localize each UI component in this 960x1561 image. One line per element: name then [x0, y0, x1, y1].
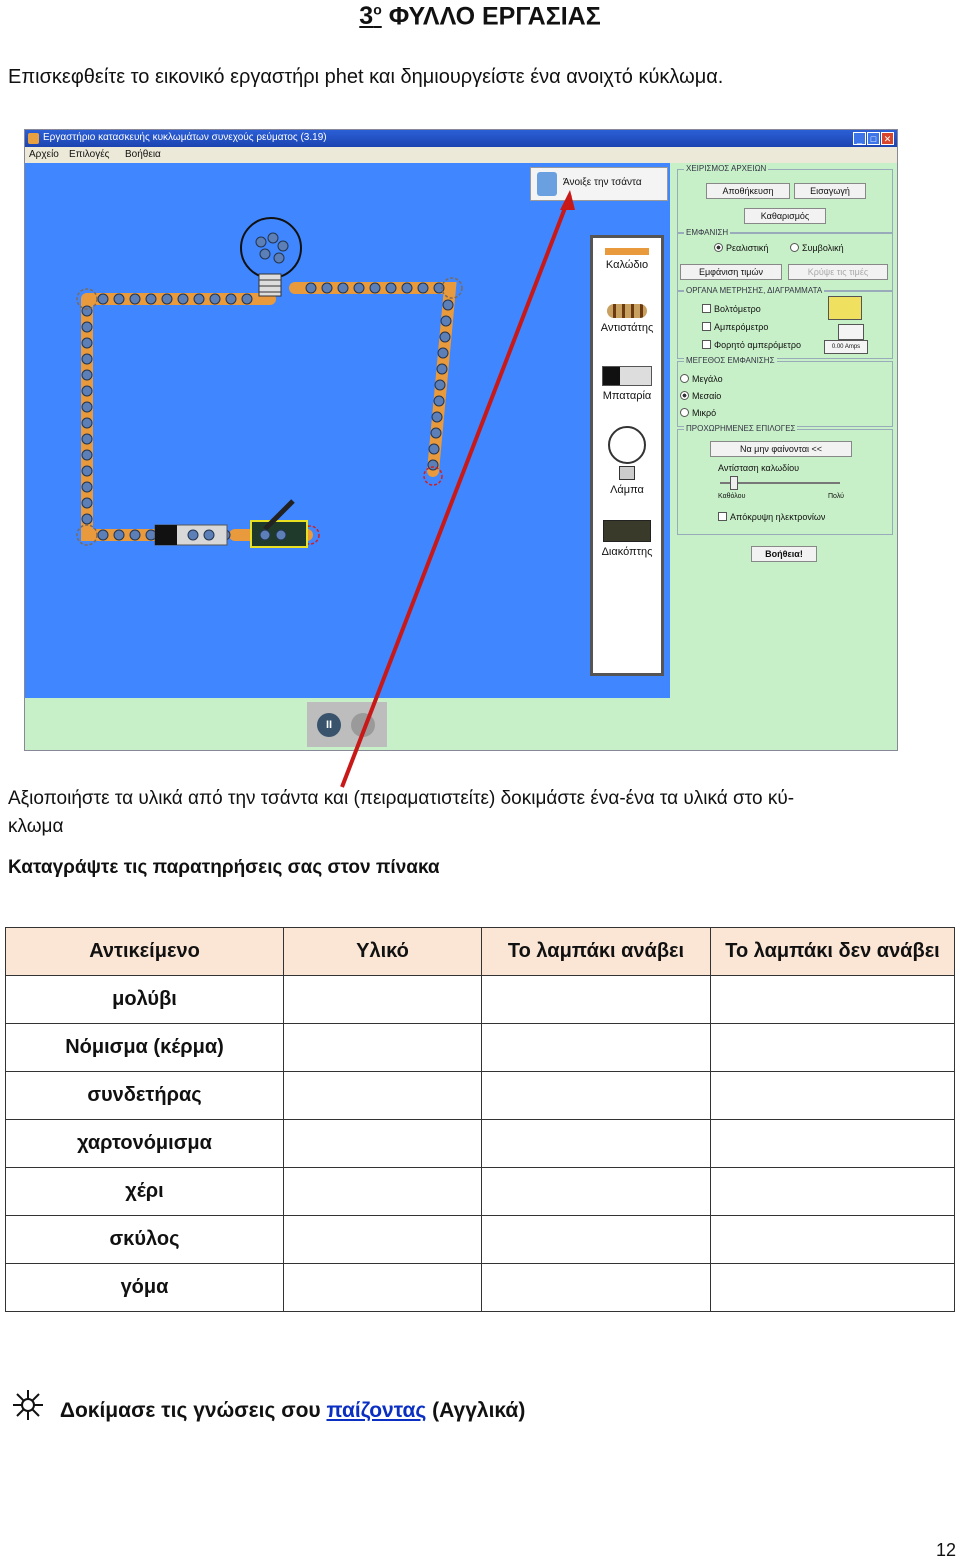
- toolbox-resistor[interactable]: [593, 304, 661, 334]
- hide-electrons-label: Απόκρυψη ηλεκτρονίων: [730, 512, 826, 522]
- size-medium-label: Μεσαίο: [692, 391, 722, 401]
- material-cell[interactable]: [284, 1168, 482, 1216]
- group-view: [677, 228, 893, 291]
- not-lights-cell[interactable]: [711, 976, 955, 1024]
- hide-electrons-checkbox[interactable]: [718, 512, 727, 521]
- menu-bar: [25, 147, 897, 163]
- import-button[interactable]: Εισαγωγή: [794, 183, 866, 199]
- table-row: [6, 1072, 955, 1120]
- realistic-option[interactable]: [714, 243, 768, 253]
- lamp-base-icon: [619, 466, 635, 480]
- tools-header: ΟΡΓΑΝΑ ΜΕΤΡΗΣΗΣ, ΔΙΑΓΡΑΜΜΑΤΑ: [686, 286, 823, 295]
- size-large[interactable]: [680, 374, 723, 384]
- voltmeter-checkbox[interactable]: [702, 304, 711, 313]
- circuit-drawing: [25, 163, 670, 698]
- simulator-screenshot: [24, 129, 898, 751]
- close-icon[interactable]: ✕: [881, 132, 894, 145]
- size-medium-radio[interactable]: [680, 391, 689, 400]
- files-header: ΧΕΙΡΙΣΜΟΣ ΑΡΧΕΙΩΝ: [686, 164, 767, 173]
- toolbox-battery-label: Μπαταρία: [602, 390, 652, 402]
- lights-cell[interactable]: [482, 1120, 711, 1168]
- lights-cell[interactable]: [482, 1264, 711, 1312]
- toolbox-battery[interactable]: [593, 366, 661, 402]
- size-header: ΜΕΓΕΘΟΣ ΕΜΦΑΝΙΣΗΣ: [686, 356, 775, 365]
- lights-cell[interactable]: [482, 1024, 711, 1072]
- portable-ammeter-option[interactable]: [702, 340, 801, 350]
- header-object: Αντικείμενο: [6, 928, 284, 976]
- component-toolbox: [590, 235, 664, 676]
- voltmeter-label: Βολτόμετρο: [714, 304, 761, 314]
- bag-icon: [537, 172, 557, 196]
- table-row: [6, 1120, 955, 1168]
- title-superscript: ο: [373, 2, 382, 18]
- not-lights-cell[interactable]: [711, 1168, 955, 1216]
- not-lights-cell[interactable]: [711, 1120, 955, 1168]
- not-lights-cell[interactable]: [711, 1264, 955, 1312]
- battery: [155, 525, 227, 545]
- not-lights-cell[interactable]: [711, 1024, 955, 1072]
- page-title: [0, 2, 960, 31]
- lights-cell[interactable]: [482, 1216, 711, 1264]
- ammeter-label: Αμπερόμετρο: [714, 322, 769, 332]
- not-lights-cell[interactable]: [711, 1216, 955, 1264]
- table-row: [6, 976, 955, 1024]
- symbolic-label: Συμβολική: [802, 243, 844, 253]
- electrons-top-right: [306, 283, 444, 293]
- title-number: 3: [359, 2, 374, 31]
- size-small-radio[interactable]: [680, 408, 689, 417]
- clear-button[interactable]: Καθαρισμός: [744, 208, 826, 224]
- material-cell[interactable]: [284, 1264, 482, 1312]
- hide-electrons-option[interactable]: [718, 512, 825, 522]
- open-bag-label: Άνοιξε την τσάντα: [563, 177, 642, 188]
- slider-min-label: Καθόλου: [718, 493, 746, 500]
- hide-advanced-button[interactable]: Να μην φαίνονται <<: [710, 441, 852, 457]
- ammeter-icon: [838, 324, 864, 340]
- intro-text: Επισκεφθείτε το εικονικό εργαστήρι phet και δημιουργείστε ένα ανοιχτό κύκλωμα.: [8, 66, 724, 88]
- lights-cell[interactable]: [482, 976, 711, 1024]
- realistic-label: Ρεαλιστική: [726, 243, 769, 253]
- footer-prefix: Δοκίμασε τις γνώσεις σου: [59, 1399, 327, 1422]
- row-object: χαρτονόμισμα: [6, 1120, 284, 1168]
- toolbox-resistor-label: Αντιστάτης: [600, 322, 654, 334]
- instruction-line-2: κλωμα: [8, 816, 64, 837]
- playback-bar: [307, 702, 387, 747]
- table-row: [6, 1168, 955, 1216]
- menu-file[interactable]: Αρχείο: [29, 149, 59, 160]
- observation-table: [5, 927, 955, 1312]
- instruction-line-1: Αξιοποιήστε τα υλικά από την τσάντα και (πειραματιστείτε) δοκιμάστε ένα-ένα τα υλικά στο κύ-: [8, 788, 795, 809]
- header-lights: Το λαμπάκι ανάβει: [482, 928, 711, 976]
- open-bag-button[interactable]: [530, 167, 668, 201]
- window-title: Εργαστήριο κατασκευής κυκλωμάτων συνεχούς ρεύματος (3.19): [43, 132, 327, 143]
- table-header-row: [6, 928, 955, 976]
- save-button[interactable]: Αποθήκευση: [706, 183, 790, 199]
- table-row: [6, 1216, 955, 1264]
- size-large-label: Μεγάλο: [692, 374, 723, 384]
- minimize-icon[interactable]: _: [853, 132, 866, 145]
- menu-options[interactable]: Επιλογές: [69, 149, 110, 160]
- ammeter-readout: 0.00 Amps: [824, 340, 868, 354]
- size-small-label: Μικρό: [692, 408, 717, 418]
- advanced-header: ΠΡΟΧΩΡΗΜΕΝΕΣ ΕΠΙΛΟΓΕΣ: [686, 424, 796, 433]
- lights-cell[interactable]: [482, 1168, 711, 1216]
- footer-line: [12, 1389, 525, 1423]
- app-icon: [28, 133, 39, 144]
- wire-icon: [605, 248, 649, 255]
- play-link[interactable]: παίζοντας: [326, 1399, 427, 1422]
- slider-thumb[interactable]: [730, 476, 738, 490]
- row-object: Νόμισμα (κέρμα): [6, 1024, 284, 1072]
- step-icon[interactable]: [351, 713, 375, 737]
- material-cell[interactable]: [284, 1024, 482, 1072]
- voltmeter-option[interactable]: [702, 304, 761, 314]
- voltmeter-icon: [828, 296, 862, 320]
- footer-suffix: (Αγγλικά): [426, 1399, 526, 1422]
- wire-left-top: [87, 299, 155, 535]
- switch-icon: [603, 520, 651, 542]
- ammeter-option[interactable]: [702, 322, 768, 332]
- menu-help[interactable]: Βοήθεια: [125, 149, 161, 160]
- wire-resistance-label: Αντίσταση καλωδίου: [718, 463, 800, 473]
- toolbox-lamp-label: Λάμπα: [610, 484, 644, 496]
- not-lights-cell[interactable]: [711, 1072, 955, 1120]
- size-medium[interactable]: [680, 391, 721, 401]
- symbolic-radio[interactable]: [790, 243, 799, 252]
- toolbox-wire-label: Καλώδιο: [605, 259, 649, 271]
- header-material: Υλικό: [284, 928, 482, 976]
- symbolic-option[interactable]: [790, 243, 844, 253]
- ammeter-checkbox[interactable]: [702, 322, 711, 331]
- portable-ammeter-checkbox[interactable]: [702, 340, 711, 349]
- size-large-radio[interactable]: [680, 374, 689, 383]
- toolbox-switch[interactable]: [593, 520, 661, 558]
- wire-resistance-slider[interactable]: [720, 482, 840, 484]
- wire-top-right: [295, 288, 450, 471]
- toolbox-lamp[interactable]: [593, 426, 661, 496]
- star-icon: [12, 1389, 44, 1421]
- table-row: [6, 1024, 955, 1072]
- title-text: ΦΥΛΛΟ ΕΡΓΑΣΙΑΣ: [388, 2, 601, 31]
- page-number: 12: [936, 1540, 957, 1560]
- battery-icon: [602, 366, 652, 386]
- help-button[interactable]: Βοήθεια!: [751, 546, 817, 562]
- group-files: [677, 164, 893, 233]
- record-instruction: Καταγράψτε τις παρατηρήσεις σας στον πίνακα: [8, 857, 440, 878]
- slider-max-label: Πολύ: [828, 493, 844, 500]
- resistor-icon: [607, 304, 647, 318]
- header-not-lights: Το λαμπάκι δεν ανάβει: [711, 928, 955, 976]
- pause-icon[interactable]: II: [317, 713, 341, 737]
- row-object: σκύλος: [6, 1216, 284, 1264]
- table-row: [6, 1264, 955, 1312]
- circuit-canvas[interactable]: [25, 163, 670, 698]
- lights-cell[interactable]: [482, 1072, 711, 1120]
- row-object: χέρι: [6, 1168, 284, 1216]
- show-values-button[interactable]: Εμφάνιση τιμών: [680, 264, 782, 280]
- size-small[interactable]: [680, 408, 716, 418]
- material-cell[interactable]: [284, 1072, 482, 1120]
- window-titlebar: [25, 130, 897, 147]
- toolbox-wire[interactable]: [593, 248, 661, 271]
- lamp-icon: [608, 426, 646, 464]
- material-cell[interactable]: [284, 976, 482, 1024]
- group-advanced: [677, 424, 893, 535]
- toolbox-switch-label: Διακόπτης: [601, 546, 653, 558]
- material-cell[interactable]: [284, 1216, 482, 1264]
- maximize-icon[interactable]: □: [867, 132, 880, 145]
- group-size: [677, 356, 893, 427]
- view-header: ΕΜΦΑΝΙΣΗ: [686, 228, 729, 237]
- hide-values-button[interactable]: Κρύψε τις τιμές: [788, 264, 888, 280]
- portable-ammeter-label: Φορητό αμπερόμετρο: [714, 340, 801, 350]
- group-tools: [677, 286, 893, 359]
- realistic-radio[interactable]: [714, 243, 723, 252]
- row-object: γόμα: [6, 1264, 284, 1312]
- material-cell[interactable]: [284, 1120, 482, 1168]
- row-object: συνδετήρας: [6, 1072, 284, 1120]
- row-object: μολύβι: [6, 976, 284, 1024]
- switch: [251, 501, 307, 547]
- control-panel: [673, 163, 895, 703]
